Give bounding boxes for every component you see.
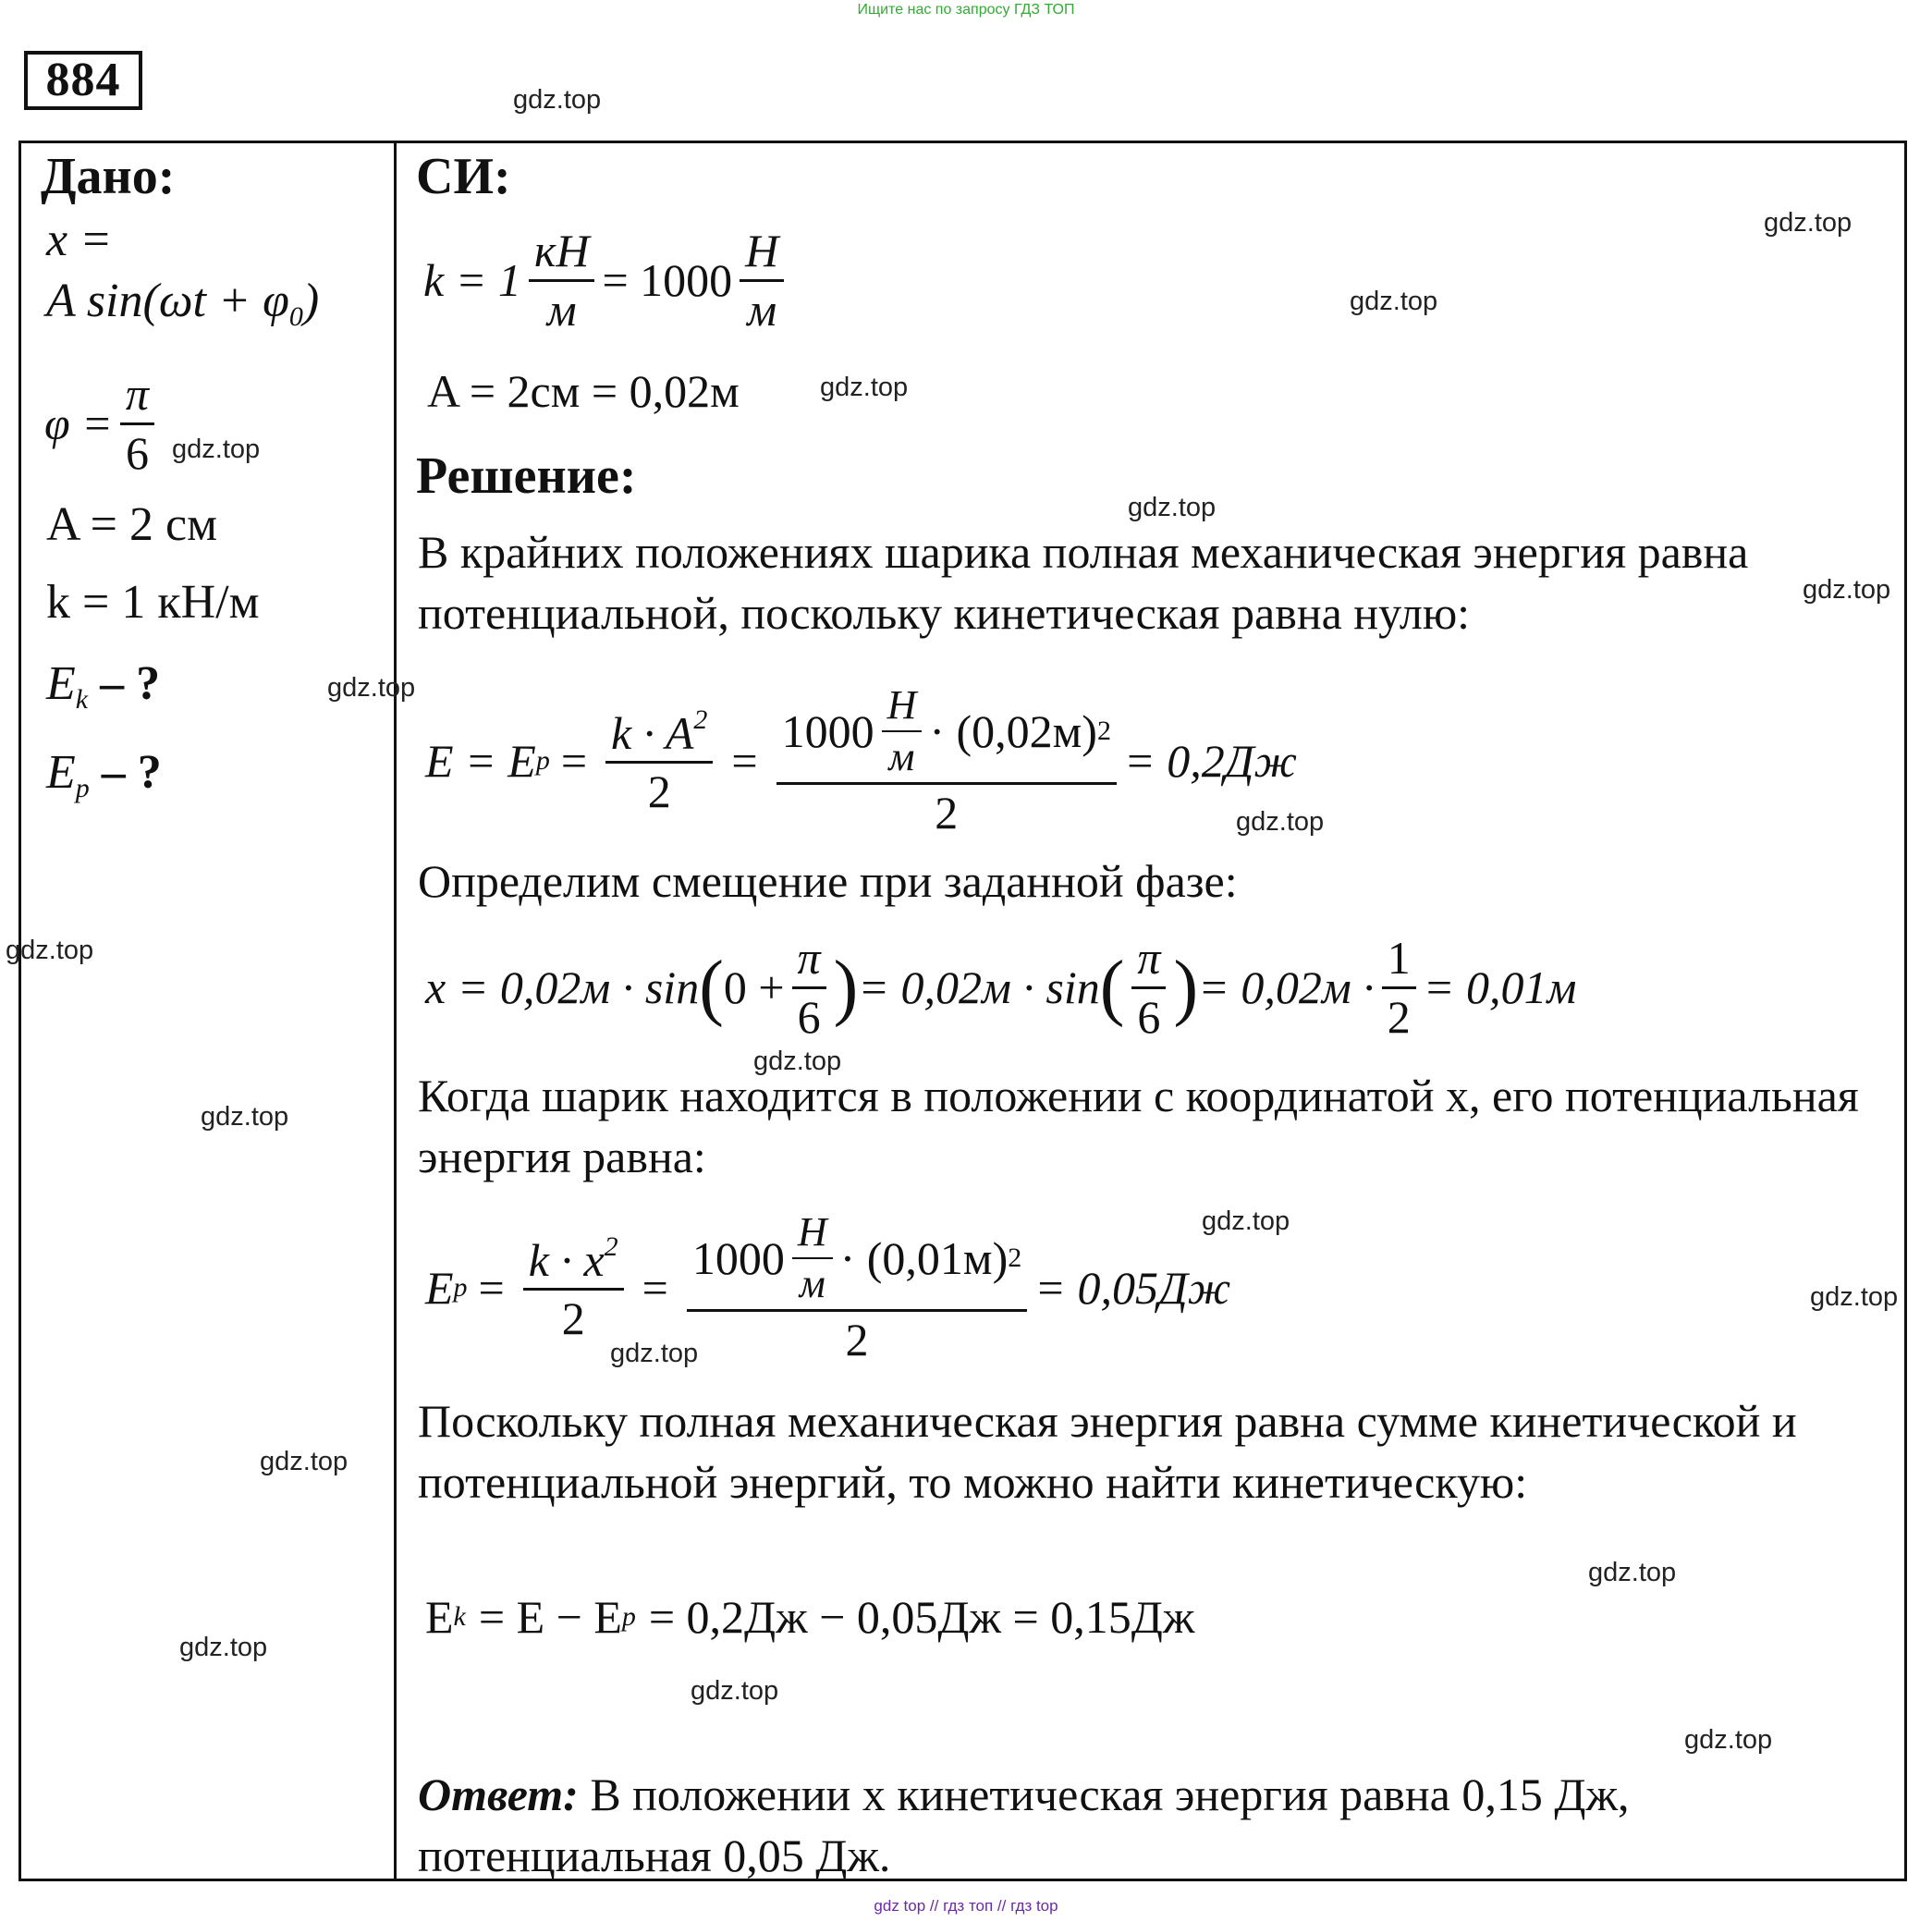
eq1-f1-den: 2 <box>605 761 713 816</box>
eq2-result: = 0,01м <box>1423 961 1577 1013</box>
equation-potential-energy <box>425 1211 1230 1365</box>
watermark: gdz.top <box>753 1047 842 1076</box>
eq3-f2-den: 2 <box>687 1309 1027 1365</box>
solution-paragraph-1: В крайних положениях шарика полная механическая энергия равна потенциальной, поскольку кинетическая равна нулю: <box>418 526 1749 639</box>
equation-total-energy <box>425 684 1297 838</box>
watermark: gdz.top <box>1588 1558 1677 1587</box>
k-mid: = 1000 <box>602 254 733 306</box>
equation-kinetic-energy <box>425 1590 1194 1644</box>
solution-paragraph-4: Поскольку полная механическая энергия равна сумме кинетической и потенциальной энергий, то можно найти кинетическую: <box>418 1395 1797 1508</box>
eq2-half-frac <box>1382 934 1416 1041</box>
phi-num: π <box>125 368 149 420</box>
footer-links: gdz top // гдз топ // гдз top <box>874 1897 1058 1915</box>
phi-den: 6 <box>120 422 154 478</box>
unknown-ep <box>46 747 162 814</box>
watermark: gdz.top <box>691 1676 779 1706</box>
si-k-conversion <box>423 226 791 334</box>
ep-sub: p <box>75 773 90 803</box>
phi-label: φ = <box>44 398 113 449</box>
stiffness-given: k = 1 кН/м <box>46 576 260 629</box>
eq4-c: = 0,2Дж − 0,05Дж = 0,15Дж <box>648 1591 1195 1643</box>
k-den-2: м <box>740 279 784 335</box>
eq3-frac-2 <box>687 1211 1027 1365</box>
watermark: gdz.top <box>1202 1206 1290 1236</box>
eq3-f1-sup: 2 <box>604 1230 618 1262</box>
watermark: gdz.top <box>1803 575 1891 605</box>
law-line-2 <box>46 275 319 343</box>
unknown-ek <box>46 658 160 726</box>
solution-paragraph-2: Определим смещение при заданной фазе: <box>418 855 1238 907</box>
eq2-arg2-frac <box>1131 934 1166 1041</box>
eq1-unit-den: м <box>882 730 923 778</box>
si-heading: СИ: <box>416 148 511 205</box>
eq4-b: = E − E <box>478 1591 622 1643</box>
watermark: gdz.top <box>201 1102 289 1132</box>
watermark: gdz.top <box>172 435 261 464</box>
k-lhs: k = 1 <box>423 254 521 306</box>
eq3-lhs-sub: p <box>453 1271 468 1303</box>
k-den-1: м <box>529 279 595 335</box>
eq2-arg1-den: 6 <box>792 986 826 1042</box>
ek-symbol: E <box>46 657 76 710</box>
given-heading: Дано: <box>41 148 176 205</box>
watermark: gdz.top <box>513 85 602 115</box>
eq1-equals-2: = <box>731 734 758 787</box>
eq1-unit-num: Н <box>887 682 917 728</box>
solution-paragraph-3: Когда шарик находится в положении с координатой х, его потенциальная энергия равна: <box>418 1070 1859 1182</box>
watermark: gdz.top <box>1236 807 1325 837</box>
law-subscript: 0 <box>288 301 303 332</box>
phi-fraction <box>120 370 154 477</box>
k-frac-1 <box>529 226 595 334</box>
answer <box>418 1764 1888 1886</box>
eq1-f2-den: 2 <box>776 782 1117 838</box>
eq2-paren-close-1: ) <box>833 947 859 1028</box>
equation-displacement <box>425 934 1576 1041</box>
watermark: gdz.top <box>610 1339 699 1368</box>
eq4-b-sub: p <box>621 1601 636 1632</box>
eq3-equals-2: = <box>642 1261 668 1314</box>
eq3-f2-num-a: 1000 <box>691 1231 785 1284</box>
solution-heading: Решение: <box>416 447 637 505</box>
eq3-lhs: E <box>425 1261 454 1314</box>
watermark: gdz.top <box>260 1447 348 1476</box>
eq3-equals: = <box>478 1261 505 1314</box>
eq3-unit-num: Н <box>797 1209 827 1255</box>
eq3-f2-num-b: · (0,01м) <box>839 1231 1009 1284</box>
eq2-arg2-num: π <box>1137 932 1161 984</box>
ep-mark: – ? <box>89 746 162 799</box>
law-line-1: x = <box>46 214 113 266</box>
watermark: gdz.top <box>327 673 416 703</box>
eq1-f2-num-a: 1000 <box>781 704 874 757</box>
watermark: gdz.top <box>1810 1282 1899 1312</box>
eq1-frac-2 <box>776 684 1117 838</box>
amplitude-given: A = 2 см <box>46 498 217 551</box>
watermark: gdz.top <box>179 1633 268 1662</box>
eq1-f2-sup: 2 <box>1096 716 1111 747</box>
k-frac-2 <box>740 226 784 334</box>
problem-number: 884 <box>24 51 142 110</box>
eq3-unit-frac <box>792 1211 833 1305</box>
eq1-f2-num-b: · (0,02м) <box>929 704 1097 757</box>
ep-symbol: E <box>46 746 76 799</box>
eq2-paren-open-1: ( <box>699 947 724 1028</box>
watermark: gdz.top <box>820 373 909 402</box>
top-banner: Ищите нас по запросу ГДЗ ТОП <box>857 2 1075 18</box>
answer-label: Ответ: <box>418 1769 579 1820</box>
watermark: gdz.top <box>6 936 94 965</box>
eq3-result: = 0,05Дж <box>1034 1261 1231 1314</box>
eq2-half-den: 2 <box>1382 986 1416 1042</box>
k-num-2: Н <box>745 225 779 276</box>
eq1-frac-1 <box>605 705 713 816</box>
eq2-arg1-a: 0 + <box>723 961 785 1013</box>
watermark: gdz.top <box>1684 1725 1773 1755</box>
eq2-mid2: = 0,02м · <box>1198 961 1375 1013</box>
eq2-arg1-num: π <box>797 932 821 984</box>
phi-given <box>44 370 162 477</box>
eq3-f2-sup: 2 <box>1008 1243 1022 1274</box>
eq1-result: = 0,2Дж <box>1123 734 1298 787</box>
eq1-lhs: E = E <box>425 734 536 787</box>
watermark: gdz.top <box>1350 287 1438 316</box>
eq2-half-num: 1 <box>1387 932 1411 984</box>
law-text: A sin(ωt + φ <box>46 275 289 327</box>
eq3-f1-num-text: k · x <box>528 1233 605 1286</box>
eq1-lhs-sub: p <box>535 744 550 776</box>
eq4-a-sub: k <box>453 1601 466 1632</box>
eq1-f2-num <box>776 684 1117 782</box>
eq2-mid: = 0,02м · sin <box>858 961 1100 1013</box>
eq1-equals: = <box>560 734 588 787</box>
eq2-paren-open-2: ( <box>1099 947 1125 1028</box>
eq4-a: E <box>425 1591 454 1643</box>
eq1-f1-sup: 2 <box>693 704 708 735</box>
eq3-f1-den: 2 <box>523 1288 624 1343</box>
eq1-f1-num-text: k · A <box>611 706 694 759</box>
column-divider <box>394 141 397 1881</box>
eq3-frac-1 <box>523 1232 624 1343</box>
watermark: gdz.top <box>1128 493 1217 522</box>
eq1-f1-num <box>605 705 713 762</box>
ek-mark: – ? <box>88 657 161 710</box>
eq2-arg2-den: 6 <box>1131 986 1166 1042</box>
eq2-lhs: x = 0,02м · sin <box>425 961 700 1013</box>
answer-text: В положении х кинетическая энергия равна 0,15 Дж, потенциальная 0,05 Дж. <box>418 1769 1630 1881</box>
eq2-paren-close-2: ) <box>1173 947 1199 1028</box>
si-a-conversion: A = 2см = 0,02м <box>427 365 740 417</box>
eq1-unit-frac <box>882 684 923 778</box>
eq3-f1-num <box>523 1232 624 1289</box>
eq2-arg1-frac <box>792 934 826 1041</box>
watermark: gdz.top <box>1764 208 1853 238</box>
law-close: ) <box>302 275 320 327</box>
k-num-1: кН <box>533 225 590 276</box>
ek-sub: k <box>75 684 89 715</box>
eq3-f2-num <box>687 1211 1027 1309</box>
eq3-unit-den: м <box>792 1257 833 1305</box>
